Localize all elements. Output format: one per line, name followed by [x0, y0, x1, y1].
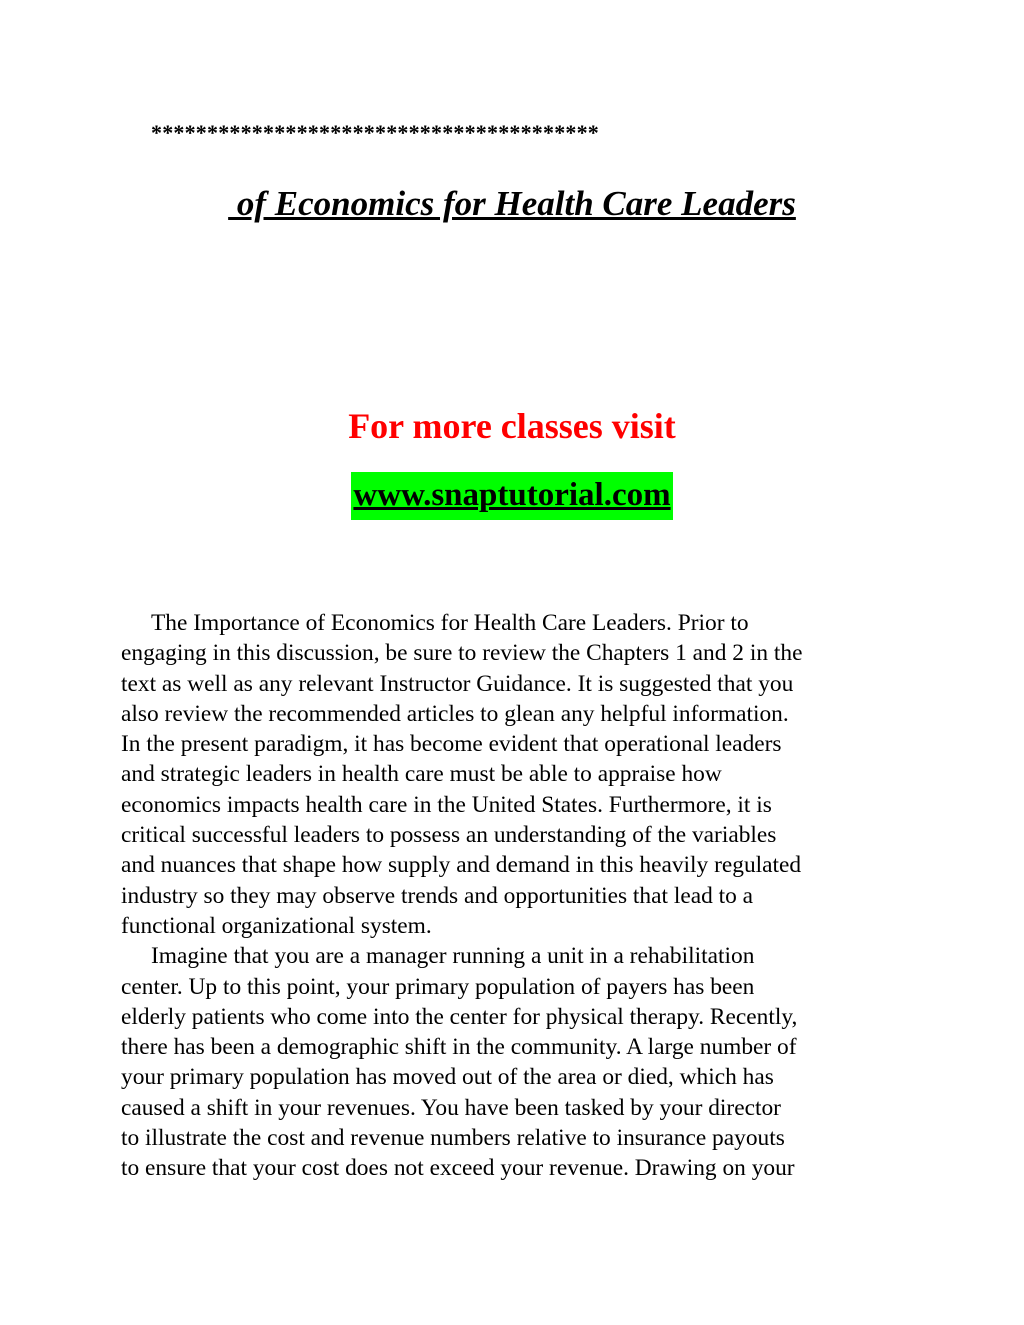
paragraph-2-line: there has been a demographic shift in the community. A large number of: [121, 1034, 797, 1061]
body-text: [121, 608, 911, 1184]
paragraph-1-line: economics impacts health care in the United States. Furthermore, it is: [121, 791, 772, 818]
paragraph-1-line: The Importance of Economics for Health Care Leaders. Prior to: [151, 610, 749, 636]
promo-heading: For more classes visit: [348, 406, 676, 446]
link-container: [0, 472, 1024, 520]
paragraph-1-line: engaging in this discussion, be sure to review the Chapters 1 and 2 in the: [121, 640, 803, 667]
document-title: [0, 184, 1024, 224]
paragraph-2-line: elderly patients who come into the center for physical therapy. Recently,: [121, 1003, 798, 1030]
document-title-text: of Economics for Health Care Leaders: [228, 184, 796, 223]
paragraph-1-line: critical successful leaders to possess an understanding of the variables: [121, 822, 777, 849]
paragraph-2-line: to ensure that your cost does not exceed your revenue. Drawing on your: [121, 1155, 795, 1182]
paragraph-2-line: Imagine that you are a manager running a unit in a rehabilitation: [151, 943, 755, 970]
paragraph-2-line: caused a shift in your revenues. You have been tasked by your director: [121, 1094, 781, 1121]
paragraph-1-line: and nuances that shape how supply and demand in this heavily regulated: [121, 852, 802, 879]
website-link[interactable]: www.snaptutorial.com: [351, 472, 672, 520]
paragraph-1-line: In the present paradigm, it has become evident that operational leaders: [121, 731, 782, 758]
paragraph-1-line: text as well as any relevant Instructor Guidance. It is suggested that you: [121, 670, 794, 697]
paragraph-1-line: and strategic leaders in health care must be able to appraise how: [121, 761, 722, 788]
paragraph-1-line: industry so they may observe trends and opportunities that lead to a: [121, 882, 754, 909]
paragraph-2-line: center. Up to this point, your primary population of payers has been: [121, 973, 755, 1000]
paragraph-2-line: your primary population has moved out of the area or died, which has: [121, 1064, 774, 1091]
paragraph-1-line: also review the recommended articles to glean any helpful information.: [121, 700, 789, 727]
paragraph-2-line: to illustrate the cost and revenue numbers relative to insurance payouts: [121, 1125, 785, 1152]
paragraph-1-line: functional organizational system.: [121, 912, 432, 939]
separator-stars: ****************************************: [151, 120, 599, 145]
